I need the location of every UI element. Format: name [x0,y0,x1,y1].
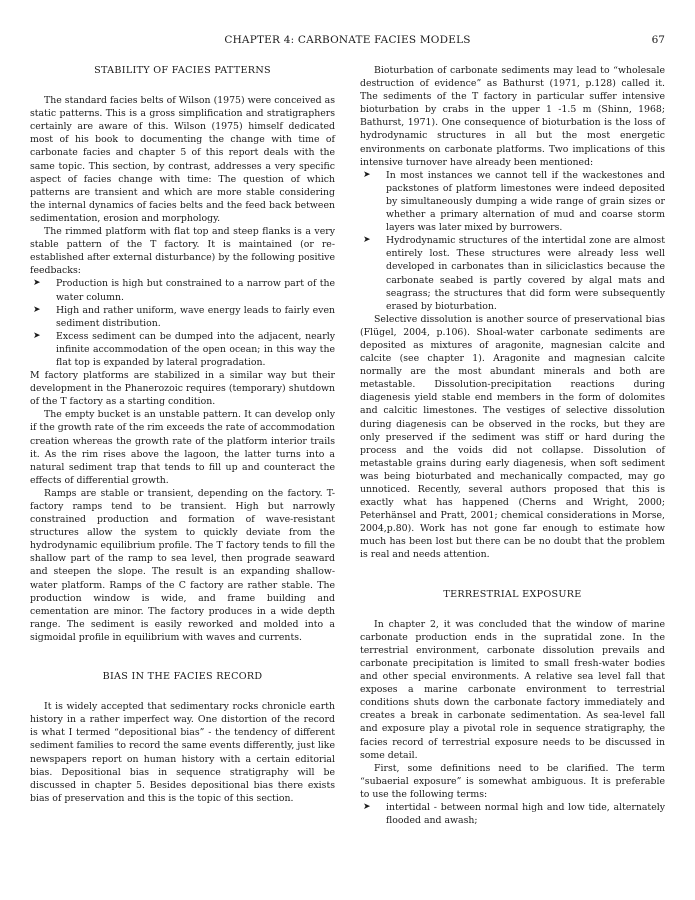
list-item: ➤ In most instances we cannot tell if the wackestones and packstones of platform limestones were indeed deposited by simultaneously dumping a wide range of grain sizes or whether a primary alternation of mud and coarse storm layers was later mixed by burrowers. [363,169,665,234]
arrow-bullet-icon: ➤ [363,235,371,246]
running-head: CHAPTER 4: CARBONATE FACIES MODELS [224,34,471,46]
paragraph: Bioturbation of carbonate sediments may lead to “wholesale destruction of evidence” as Bathurst (1971, p.128) called it. The sediments of the T factory in particular suffer intensive bioturbation by crabs in the upper 1 -1.5 m (Shinn, 1968; Bathurst, 1971). One consequence of bioturbation is the loss of hydrodynamic structures in all but the most energetic environments on carbonate platforms. Two implications of this intensive turnover have already been mentioned: [360,65,665,168]
paragraph: In chapter 2, it was concluded that the window of marine carbonate production ends in the supratidal zone. In the terrestrial environment, carbonate dissolution prevails and carbonate precipitation is limited to small fresh-water bodies and other special environments. A relative sea level fall that exposes a marine carbonate environment to terrestrial conditions shuts down the carbonate factory immediately and creates a break in carbonate sedimentation. As sea-level fall and exposure play a pivotal role in sequence stratigraphy, the facies record of terrestrial exposure needs to be discussed in some detail. [360,618,665,761]
page-header [0,34,695,50]
paragraph: M factory platforms are stabilized in a similar way but their development in the Phanerozoic requires (temporary) shutdown of the T factory as a starting condition. [30,370,335,408]
arrow-bullet-icon: ➤ [363,169,371,180]
paragraph: It is widely accepted that sedimentary rocks chronicle earth history in a rather imperfect way. One distortion of the record is what I termed “depositional bias” - the tendency of different sediment families to record the same events differently, just like newspapers report on human history with a certain editorial bias. Depositional bias in sequence stratigraphy will be discussed in chapter 5. Besides depositional bias there exists bias of preservation and this is the topic of this section. [30,701,335,804]
bullet-list [360,801,665,827]
left-column [30,64,335,805]
list-item: ➤ Production is high but constrained to a narrow part of the water column. [33,278,335,303]
paragraph: First, some definitions need to be clarified. The term “subaerial exposure” is somewhat ambiguous. It is preferable to use the following terms: [360,762,665,800]
list-item: ➤ High and rather uniform, wave energy leads to fairly even sediment distribution. [33,304,335,329]
bullet-list [360,169,665,313]
arrow-bullet-icon: ➤ [33,278,41,289]
paragraph: The standard facies belts of Wilson (1975) were conceived as static patterns. This is a gross simplification and stratigraphers certainly are aware of this. Wilson (1975) himself dedicated most of his book to documenting the change with time of carbonate facies and chapter 5 of this report deals with the same topic. This section, by contrast, addresses a very specific aspect of facies change with time: The question of which patterns are transient and which are more stable considering the internal dynamics of facies belts and the feed back between sedimentation, erosion and morphology. [30,95,335,224]
paragraph: Selective dissolution is another source of preservational bias (Flügel, 2004, p.106). Shoal-water carbonate sediments are deposited as mixtures of aragonite, magnesian calcite and calcite (see chapter 1). Aragonite and magnesian calcite normally are the most abundant minerals and both are metastable. Dissolution-precipitation reactions during diagenesis yield stable end members in the form of dolomites and calcitic limestones. The vestiges of selective dissolution during diagenesis can be observed in the rocks, but they are only preserved if the sediment was stiff or hard during the process and the voids did not collapse. Dissolution of metastable grains during early diagenesis, when soft sediment was being bioturbated and mechanically compacted, may go unnoticed. Recently, several authors proposed that this is exactly what has happened (Cherns and Wright, 2000; Peterhänsel and Pratt, 2001; chemical considerations in Morse, 2004,p.80). Work has not gone far enough to estimate how much has been lost but there can be no doubt that the problem is real and needs attention. [360,313,665,561]
section-heading-terrestrial: TERRESTRIAL EXPOSURE [443,588,582,600]
paragraph: The empty bucket is an unstable pattern. It can develop only if the growth rate of the rim exceeds the rate of accommodation creation whereas the growth rate of the platform interior trails it. As the rim rises above the lagoon, the latter turns into a natural sediment trap that tends to fill up and counteract the effects of differential growth. [30,409,335,486]
arrow-bullet-icon: ➤ [33,304,41,315]
paragraph: Ramps are stable or transient, depending on the factory. T-factory ramps tend to be transient. High but narrowly constrained production and formation of wave-resistant structures allow the system to quickly deviate from the hydrodynamic equilibrium profile. The T factory tends to fill the shallow part of the ramp to sea level, then prograde seaward and steepen the slope. The result is an expanding shallow-water platform. Ramps of the C factory are rather stable. The production window is wide, and frame building and cementation are minor. The factory produces in a wide depth range. The sediment is easily reworked and molded into a sigmoidal profile in equilibrium with waves and currents. [30,487,335,643]
arrow-bullet-icon: ➤ [33,330,41,341]
list-item: ➤ Hydrodynamic structures of the intertidal zone are almost entirely lost. These structures were already less well developed in carbonates than in siliciclastics because the carbonate seabed is partly covered by algal mats and seagrass; the structures that did form were subsequently erased by bioturbation. [363,235,665,312]
bullet-list [30,277,335,369]
arrow-bullet-icon: ➤ [363,801,371,812]
section-heading-stability: STABILITY OF FACIES PATTERNS [94,65,271,76]
section-heading-bias: BIAS IN THE FACIES RECORD [102,671,263,683]
list-item: ➤ intertidal - between normal high and low tide, alternately flooded and awash; [363,801,665,827]
paragraph: The rimmed platform with flat top and steep flanks is a very stable pattern of the T factory. It is maintained (or re-established after external disturbance) by the following positive feedbacks: [30,226,335,277]
page-number: 67 [651,34,665,46]
list-item: ➤ Excess sediment can be dumped into the adjacent, nearly infinite accommodation of the open ocean; in this way the flat top is expanded by lateral progradation. [33,330,335,368]
right-column [360,64,665,827]
